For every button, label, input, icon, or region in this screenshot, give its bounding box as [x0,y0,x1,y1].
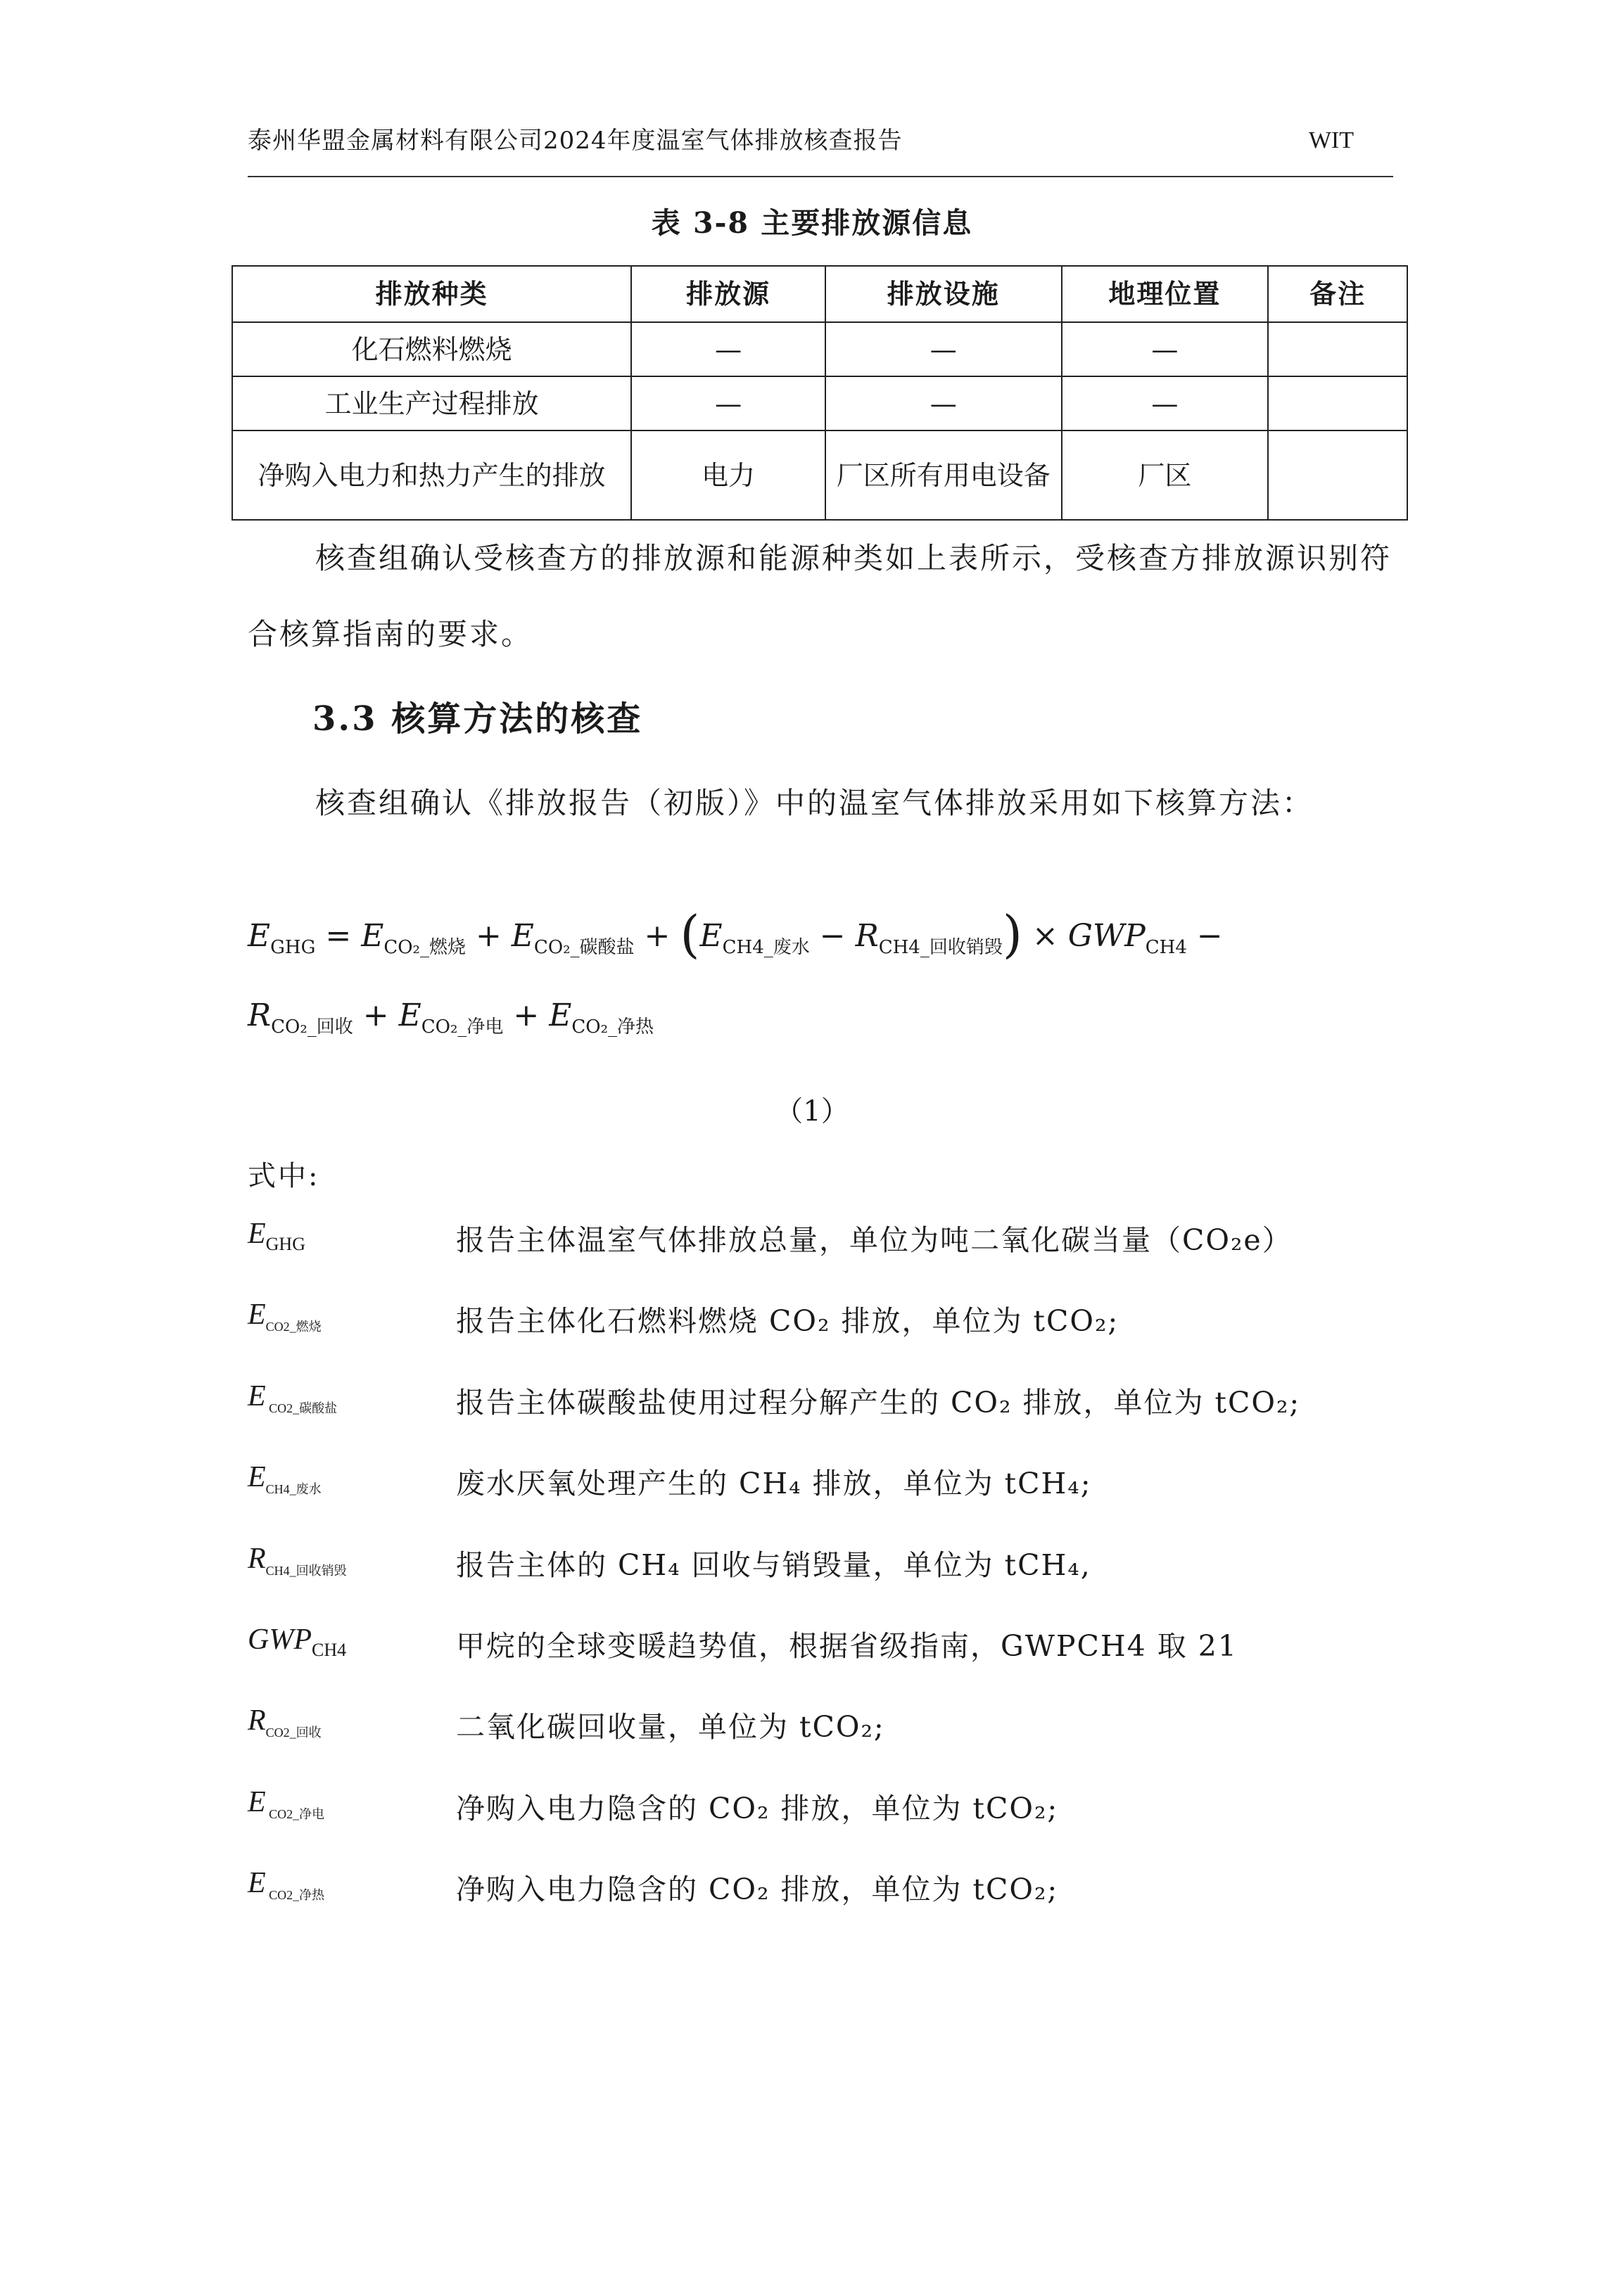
definition-row [248,1704,1409,1746]
definition-row [248,1785,1409,1828]
definition-row [248,1542,1409,1584]
definition-symbol: $E_{GHG}$ [248,1218,305,1254]
definition-text: 废水厌氧处理产生的 CH₄ 排放，单位为 tCH₄; [456,1467,1092,1500]
definition-symbol: $E_{CO2\_燃烧}$ [248,1299,322,1334]
header-mark: WIT [1308,127,1354,153]
definition-row [248,1623,1409,1665]
column-header: 排放源 [631,266,825,322]
definition-symbol: $R_{CH4\_回收销毁}$ [248,1543,347,1578]
table-cell [1268,376,1407,431]
column-header: 备注 [1268,266,1407,322]
definition-text: 甲烷的全球变暖趋势值，根据省级指南，GWPCH4 取 21 [456,1629,1238,1663]
equation-number: （1） [775,1095,849,1128]
table-row [232,431,1407,520]
column-header: 地理位置 [1062,266,1269,322]
table-cell [1268,431,1407,520]
definition-symbol: E $_{CO2\_净热}$ [248,1867,325,1902]
table-cell: 化石燃料燃烧 [232,322,631,376]
table-cell: — [825,322,1062,376]
table-cell [1268,322,1407,376]
method-intro-paragraph: 核查组确认《排放报告（初版）》中的温室气体排放采用如下核算方法： [315,786,1314,820]
definition-text: 报告主体温室气体排放总量，单位为吨二氧化碳当量（CO₂e） [456,1223,1293,1257]
section-heading: 3.3 核算方法的核查 [312,699,643,739]
definition-row [248,1217,1409,1259]
column-header: 排放种类 [232,266,631,322]
definition-text: 报告主体碳酸盐使用过程分解产生的 CO₂ 排放，单位为 tCO₂; [456,1386,1301,1420]
column-header: 排放设施 [825,266,1062,322]
table-row [232,376,1407,431]
table-header-row [232,266,1407,322]
table-conclusion-paragraph: 核查组确认受核查方的排放源和能源种类如上表所示，受核查方排放源识别符合核算指南的要求。 [248,541,1393,651]
table-cell: 工业生产过程排放 [232,376,631,431]
definition-text: 净购入电力隐含的 CO₂ 排放，单位为 tCO₂; [456,1873,1059,1906]
definition-symbol: $E_{CH4\_废水}$ [248,1461,322,1496]
definition-symbol: $R_{CO2\_回收}$ [248,1704,322,1740]
definition-text: 净购入电力隐含的 CO₂ 排放，单位为 tCO₂; [456,1792,1059,1825]
table-cell: 净购入电力和热力产生的排放 [232,431,631,520]
formula-line-1: $E_{GHG} = E_{CO_2\_燃烧} + E_{CO_2\_碳酸盐} + (E_{CH4\_废水} - R_{CH4\_回收销毁}) \times GWP_{CH4}$ − [248,905,1223,964]
table-caption: 表 3-8 主要排放源信息 [651,206,973,240]
table-row [232,322,1407,376]
definition-symbol: $GWP_{CH4}$ [248,1624,347,1660]
definition-text: 报告主体的 CH₄ 回收与销毁量，单位为 tCH₄, [456,1548,1091,1582]
page-header [248,122,1393,177]
definition-symbol: E $_{CO2\_碳酸盐}$ [248,1380,338,1415]
table-cell: — [631,376,825,431]
definition-text: 报告主体化石燃料燃烧 CO₂ 排放，单位为 tCO₂; [456,1304,1119,1338]
definition-row [248,1460,1409,1503]
table-cell: 电力 [631,431,825,520]
definition-row [248,1298,1409,1340]
definition-row [248,1866,1409,1908]
emission-source-table [231,265,1408,521]
table-cell: — [1062,322,1269,376]
formula-line-2: $R_{CO_2\_回收} + E_{CO_2\_净电} + E_{CO_2\_净热}$ [248,997,654,1038]
definition-row [248,1379,1409,1422]
definition-symbol: E $_{CO2\_净电}$ [248,1786,325,1821]
table-cell: 厂区所有用电设备 [825,431,1062,520]
definition-text: 二氧化碳回收量，单位为 tCO₂; [456,1710,885,1744]
report-title: 泰州华盟金属材料有限公司2024年度温室气体排放核查报告 [248,127,903,155]
table-cell: — [1062,376,1269,431]
definitions-title: 式中: [248,1160,320,1192]
table-cell: — [631,322,825,376]
table-cell: 厂区 [1062,431,1269,520]
table-cell: — [825,376,1062,431]
